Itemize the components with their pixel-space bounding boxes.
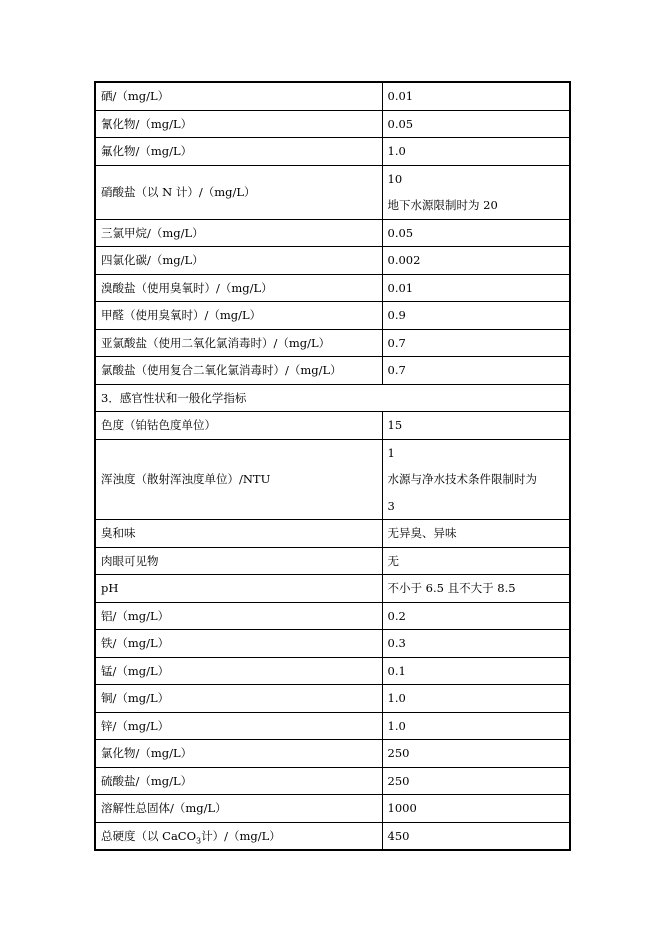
limit-value: [382, 740, 570, 768]
indicator-name: 锰/（mg/L）: [95, 657, 382, 685]
table-row: [95, 547, 570, 575]
indicator-name: 铝/（mg/L）: [95, 602, 382, 630]
limit-value-line: 0.01: [387, 280, 414, 295]
limit-value: [382, 302, 570, 330]
section-heading-row: [95, 384, 570, 412]
indicator-name: 溶解性总固体/（mg/L）: [95, 795, 382, 823]
limit-value: [382, 274, 570, 302]
limit-value: [382, 412, 570, 440]
limit-value-line: 1.0: [387, 718, 406, 733]
limit-value-line: 0.01: [387, 89, 414, 103]
table-row: [95, 357, 570, 385]
limit-value-line: 10: [387, 171, 403, 186]
limit-value-line: 无异臭、异味: [387, 526, 457, 540]
table-row: [95, 439, 570, 520]
limit-value-line: 1000: [387, 801, 417, 815]
indicator-name: 锌/（mg/L）: [95, 712, 382, 740]
limit-value: [382, 247, 570, 275]
table-row: [95, 685, 570, 713]
limit-value: [382, 547, 570, 575]
name-subscript: 3: [196, 835, 202, 845]
limit-value-line: 0.002: [387, 253, 421, 267]
limit-value-line: 0.7: [387, 363, 406, 377]
limit-value-line: 250: [387, 773, 410, 788]
indicator-name: 肉眼可见物: [95, 547, 382, 575]
limit-value-line: 0.2: [387, 608, 406, 623]
table-row: [95, 412, 570, 440]
name-prefix: 总硬度（以 CaCO: [101, 828, 197, 843]
limit-value: [382, 575, 570, 603]
limit-value-line: 3: [387, 498, 395, 513]
limit-value: [382, 138, 570, 166]
limit-value: [382, 520, 570, 548]
limit-value: [382, 795, 570, 823]
limit-value: [382, 219, 570, 247]
limit-value: [382, 712, 570, 740]
limit-value-line: 0.3: [387, 636, 406, 650]
limit-value: 450: [382, 822, 570, 850]
table-row: [95, 247, 570, 275]
table-row: [95, 274, 570, 302]
limit-value-line: 地下水源限制时为 20: [387, 198, 498, 212]
indicator-name: 氯酸盐（使用复合二氧化氯消毒时）/（mg/L）: [95, 357, 382, 385]
limit-value-line: 无: [387, 553, 399, 568]
indicator-name: 硫酸盐/（mg/L）: [95, 767, 382, 795]
indicator-name: 氟化物/（mg/L）: [95, 138, 382, 166]
indicator-name: 铁/（mg/L）: [95, 630, 382, 658]
indicator-name: 亚氯酸盐（使用二氧化氯消毒时）/（mg/L）: [95, 329, 382, 357]
indicator-name: [95, 822, 382, 850]
indicator-name: 氰化物/（mg/L）: [95, 110, 382, 138]
indicator-name: 四氯化碳/（mg/L）: [95, 247, 382, 275]
limit-value: [382, 110, 570, 138]
table-row: [95, 712, 570, 740]
table-row: [95, 165, 570, 219]
limit-value: [382, 357, 570, 385]
limit-value: [382, 165, 570, 219]
limit-value-line: 1: [387, 445, 395, 460]
limit-value: [382, 439, 570, 520]
indicator-name: 浑浊度（散射浑浊度单位）/NTU: [95, 439, 382, 520]
indicator-name: 铜/（mg/L）: [95, 685, 382, 713]
indicator-name: 硒/（mg/L）: [95, 82, 382, 110]
indicator-name: 甲醛（使用臭氧时）/（mg/L）: [95, 302, 382, 330]
limit-value-line: 0.9: [387, 308, 406, 322]
table-row: [95, 82, 570, 110]
limit-value-line: 0.1: [387, 663, 406, 678]
limit-value-line: 0.05: [387, 116, 414, 131]
limit-value-line: 水源与净水技术条件限制时为: [387, 472, 537, 486]
indicator-name: 硝酸盐（以 N 计）/（mg/L）: [95, 165, 382, 219]
water-quality-table: [94, 81, 571, 851]
limit-value: [382, 767, 570, 795]
table-row: [95, 740, 570, 768]
indicator-name: pH: [95, 575, 382, 603]
table-row: [95, 138, 570, 166]
limit-value-line: 250: [387, 746, 410, 760]
table-row: [95, 657, 570, 685]
limit-value: [382, 630, 570, 658]
limit-value-line: 0.7: [387, 335, 406, 350]
table-row: [95, 602, 570, 630]
indicator-name: 三氯甲烷/（mg/L）: [95, 219, 382, 247]
table-row: [95, 520, 570, 548]
table-row: [95, 302, 570, 330]
limit-value-line: 不小于 6.5 且不大于 8.5: [387, 581, 516, 595]
table-row: [95, 329, 570, 357]
limit-value: [382, 602, 570, 630]
limit-value: [382, 657, 570, 685]
indicator-name: 溴酸盐（使用臭氧时）/（mg/L）: [95, 274, 382, 302]
limit-value-line: 1.0: [387, 691, 406, 705]
table-body: [95, 82, 570, 850]
indicator-name: 色度（铂钴色度单位）: [95, 412, 382, 440]
table-row: [95, 767, 570, 795]
table-row: [95, 575, 570, 603]
indicator-name: 氯化物/（mg/L）: [95, 740, 382, 768]
limit-value: [382, 329, 570, 357]
table-row: [95, 795, 570, 823]
section-heading: 3．感官性状和一般化学指标: [95, 384, 570, 412]
table-row: [95, 110, 570, 138]
table-row: [95, 630, 570, 658]
limit-value-line: 0.05: [387, 225, 414, 240]
table-row: [95, 219, 570, 247]
name-suffix: 计）/（mg/L）: [201, 828, 281, 843]
table-row: [95, 822, 570, 850]
limit-value-line: 15: [387, 418, 403, 432]
limit-value: [382, 82, 570, 110]
limit-value: [382, 685, 570, 713]
indicator-name: 臭和味: [95, 520, 382, 548]
limit-value-line: 1.0: [387, 144, 406, 158]
